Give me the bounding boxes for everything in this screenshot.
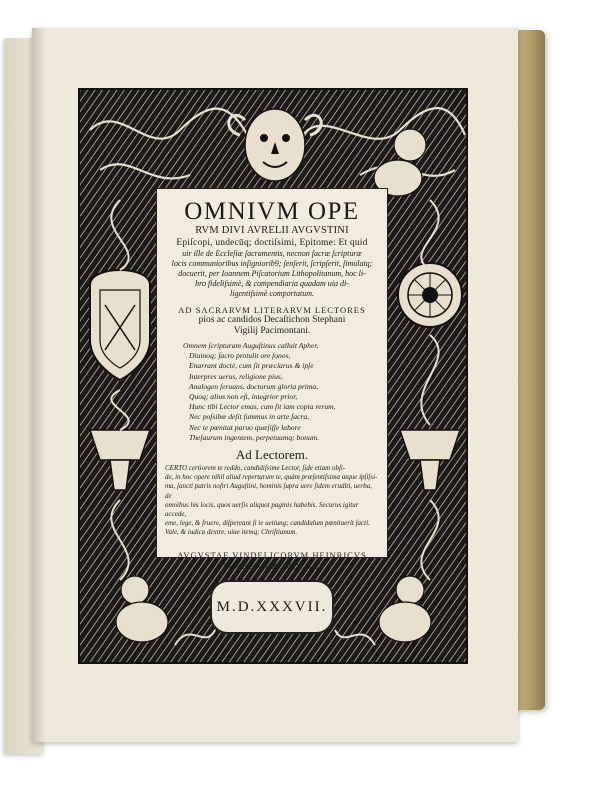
poem-line: Interpres uerus, religione pius, bbox=[189, 371, 283, 381]
title-line: ligentiſsimè comportatum. bbox=[230, 289, 314, 298]
address-to-reader bbox=[157, 464, 387, 538]
date-cartouche bbox=[210, 580, 334, 634]
poem-line: Quoq; alius non eſt, integrior prior, bbox=[189, 392, 298, 402]
dedication-line: Vigilij Pacimontani. bbox=[233, 326, 311, 336]
title-line: docuerit, per Ioannem Piſcatorium Lithopolitanum, hoc li- bbox=[178, 269, 366, 278]
prose-line: omnibus his locis, quos uerſis aliquot paginis habebis. Securus igitur accede, bbox=[165, 500, 359, 519]
poem-line: Enarrant doctè, cum ſit præclarus & ipſe bbox=[189, 361, 314, 371]
poem-line: Analogen ſeruans, doctorum gloria prima, bbox=[189, 381, 319, 391]
title-line: RVM DIVI AVRELII AVGVSTINI bbox=[195, 225, 349, 236]
dedication-line: pios ac candidos Decaſtichon Stephani bbox=[198, 315, 346, 325]
poem-line: Nec poſsibæ deſit ſummus in arte ſacra, bbox=[189, 412, 310, 422]
title-line: bro fideliſsimè, & compendiaria quadam uia di- bbox=[195, 279, 349, 288]
prose-line: de, in hoc opere nihil aliud reperturum te, quàm præſentiſsima atque ipſiſsi- bbox=[165, 473, 378, 482]
poem-line: Hunc tibi Lector emas, cum ſit iam copia rerum, bbox=[189, 402, 336, 412]
prose-line: ma, ſancti patris noſtri Auguſtini, hominis ſupra uere ſidem eruditi, uerba, de bbox=[165, 482, 372, 500]
prose-line: CERTO certiorem te reddo, candidiſsime Lector, ſide etiam obſi- bbox=[165, 464, 346, 473]
prose-line: eme, lege, & fruere, diſpereant ſi te uetiung; candidulum pœnituerit ſacti. bbox=[165, 519, 370, 528]
poem-line: Omnem ſcripturam Auguſtinus calluit Apher, bbox=[183, 341, 319, 350]
poem bbox=[157, 341, 387, 443]
dedication-heading: AD SACRARVM LITERARVM LECTORES bbox=[178, 305, 366, 315]
title-line: locis communioribus inſigniorib9; ſenſerit, ſcripſerit, ſimulatq; bbox=[171, 259, 373, 268]
imprint-line: AVGVSTAE VINDELICORVM HEINRICVS bbox=[177, 549, 367, 560]
title-text-block bbox=[156, 188, 388, 571]
publication-date: M.D.XXXVII. bbox=[216, 599, 328, 615]
title-line: Epiſcopi, undecūq; doctiſsimi, Epitome: Et quid bbox=[176, 238, 368, 248]
page-gutter-shadow bbox=[32, 28, 46, 742]
poem-line: Theſaurum ingentem, perpetuumq; bonum. bbox=[189, 432, 320, 442]
ad-lectorem-heading: Ad Lectorem. bbox=[235, 447, 309, 463]
imprint bbox=[157, 550, 387, 572]
title-line: uir ille de Eccleſiæ ſacramentis, necnon ſacræ ſcripturæ bbox=[182, 249, 362, 258]
title-main: OMNIVM OPE bbox=[184, 198, 360, 225]
prose-line: Vale, & iudica dextre, uiue itemq; Chriſtianum. bbox=[165, 528, 298, 537]
poem-line: Nec te pœnitat paruo quæſiſſe labore bbox=[189, 422, 301, 432]
imprint-line: STEYNER EXCVDEBAT. bbox=[216, 560, 328, 571]
poem-line: Diuinoq; ſacro protulit ore ſonos, bbox=[189, 351, 291, 361]
